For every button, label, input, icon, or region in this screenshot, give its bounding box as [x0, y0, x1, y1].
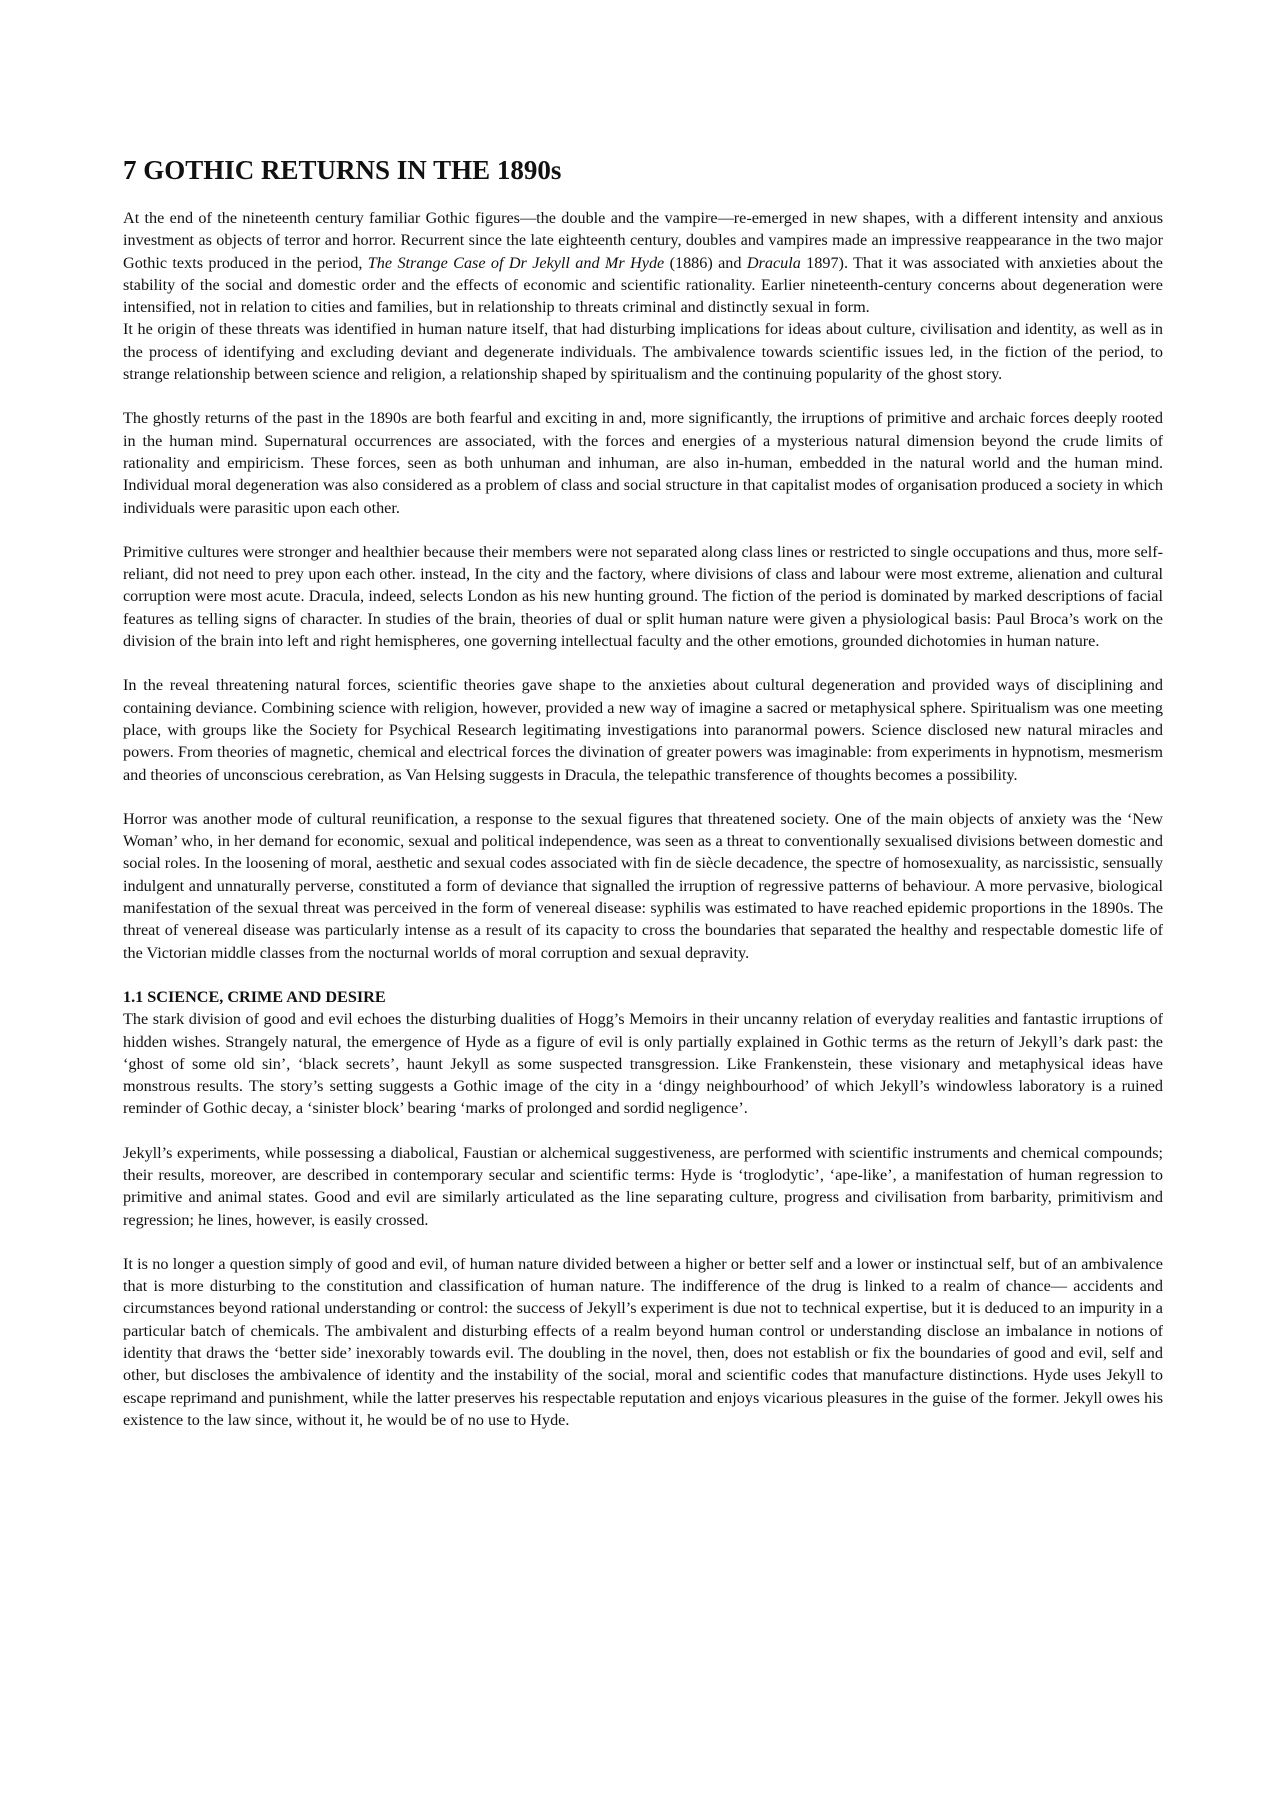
paragraph-horror: Horror was another mode of cultural reunification, a response to the sexual figures that threatened society. One of the main objects of anxiety was the ‘New Woman’ who, in her demand for economic, sexual and political independence, was seen as a threat to conventionally sexualised divisions between domestic and social roles. In the loosening of moral, aesthetic and sexual codes associated with fin de siècle decadence, the spectre of homosexuality, as narcissistic, sensually indulgent and unnaturally perverse, constituted a form of deviance that signalled the irruption of regressive patterns of behaviour. A more pervasive, biological manifestation of the sexual threat was perceived in the form of venereal disease: syphilis was estimated to have reached epidemic proportions in the 1890s. The threat of venereal disease was particularly intense as a result of its capacity to cross the boundaries that separated the healthy and respectable domestic life of the Victorian middle classes from the nocturnal worlds of moral corruption and sexual depravity.	[123, 809, 1164, 962]
section-heading: 1.1 SCIENCE, CRIME AND DESIRE	[123, 987, 386, 1006]
paragraph-intro-text-1: At the end of the nineteenth century familiar Gothic figures—the double and the vampire—re-emerged in new shapes, with a different intensity and anxious investment as objects of terror and horror. Recurrent since the late eighteenth century, doubles and vampires made an impressive reappearance in the two major Gothic texts produced in the period,	[123, 209, 1163, 272]
book-title-dracula: Dracula	[746, 253, 801, 272]
paragraph-ambivalence: It is no longer a question simply of good and evil, of human nature divided between a higher or better self and a lower or instinctual self, but of an ambivalence that is more disturbing to the constitution and classification of human nature. The indifference of the drug is linked to a realm of chance— accidents and circumstances beyond rational understanding or control: the success of Jekyll’s experiment is due not to technical expertise, but it is deduced to an impurity in a particular batch of chemicals. The ambivalent and disturbing effects of a realm beyond human control or understanding disclose an imbalance in notions of identity that draws the ‘better side’ inexorably towards evil. The doubling in the novel, then, does not establish or fix the boundaries of good and evil, self and other, but discloses the ambivalence of identity and the instability of the social, moral and scientific codes that manufacture distinctions. Hyde uses Jekyll to escape reprimand and punishment, while the latter preserves his respectable reputation and enjoys vicarious pleasures in the guise of the former. Jekyll owes his existence to the law since, without it, he would be of no use to Hyde.	[123, 1254, 1163, 1429]
paragraph-primitive-cultures: Primitive cultures were stronger and healthier because their members were not separated along class lines or restricted to single occupations and thus, more self-reliant, did not need to prey upon each other. instead, In the city and the factory, where divisions of class and labour were most extreme, alienation and cultural corruption were most acute. Dracula, indeed, selects London as his new hunting ground. The fiction of the period is dominated by marked descriptions of facial features as telling signs of character. In studies of the brain, theories of dual or split human nature were given a physiological basis: Paul Broca’s work on the division of the brain into left and right hemispheres, one governing intellectual faculty and the other emotions, grounded dichotomies in human nature.	[123, 542, 1163, 651]
book-title-jekyll: The Strange Case of Dr Jekyll and Mr Hyde	[367, 253, 665, 272]
document-page	[123, 152, 1163, 1431]
paragraph-intro-text-3: 1897). That it was associated with anxieties about the stability of the social and domestic order and the effects of economic and scientific rationality. Earlier nineteenth-century concerns about degeneration were intensified, not in relation to cities and families, but in relationship to threats criminal and distinctly sexual in form.	[123, 253, 1163, 317]
paragraph-good-evil: The stark division of good and evil echoes the disturbing dualities of Hogg’s Memoirs in their uncanny relation of everyday realities and fantastic irruptions of hidden wishes. Strangely natural, the emergence of Hyde as a figure of evil is only partially explained in Gothic terms as the return of Jekyll’s dark past: the ‘ghost of some old sin’, ‘black secrets’, haunt Jekyll as some suspected transgression. Like Frankenstein, these visionary and metaphysical ideas have monstrous results. The story’s setting suggests a Gothic image of the city in a ‘dingy neighbourhood’ of which Jekyll’s windowless laboratory is a ruined reminder of Gothic decay, a ‘sinister block’ bearing ‘marks of prolonged and sordid negligence’.	[123, 1010, 1163, 1118]
paragraph-experiments: Jekyll’s experiments, while possessing a diabolical, Faustian or alchemical suggestiveness, are performed with scientific instruments and chemical compounds; their results, moreover, are described in contemporary secular and scientific terms: Hyde is ‘troglodytic’, ‘ape-like’, a manifestation of human regression to primitive and animal states. Good and evil are similarly articulated as the line separating culture, progress and civilisation from barbarity, primitivism and regression; he lines, however, is easily crossed.	[123, 1143, 1163, 1229]
paragraph-ghostly-returns: The ghostly returns of the past in the 1890s are both fearful and exciting in and, more significantly, the irruptions of primitive and archaic forces deeply rooted in the human mind. Supernatural occurrences are associated, with the forces and energies of a mysterious natural dimension beyond the crude limits of rationality and empiricism. These forces, seen as both unhuman and inhuman, are also in-human, embedded in the natural world and the human mind. Individual moral degeneration was also considered as a problem of class and social structure in that capitalist modes of organisation produced a society in which individuals were parasitic upon each other.	[123, 409, 1163, 517]
paragraph-origin: It he origin of these threats was identified in human nature itself, that had disturbing implications for ideas about culture, civilisation and identity, as well as in the process of identifying and excluding deviant and degenerate individuals. The ambivalence towards scientific issues led, in the fiction of the period, to strange relationship between science and religion, a relationship shaped by spiritualism and the continuing popularity of the ghost story.	[123, 320, 1163, 384]
paragraph-intro-text-2: (1886) and	[664, 253, 747, 272]
paragraph-natural-forces: In the reveal threatening natural forces, scientific theories gave shape to the anxieties about cultural degeneration and provided ways of disciplining and containing deviance. Combining science with religion, however, provided a new way of imagine a sacred or metaphysical sphere. Spiritualism was one meeting place, with groups like the Society for Psychical Research legitimating investigations into paranormal powers. Science disclosed new natural miracles and powers. From theories of magnetic, chemical and electrical forces the divination of greater powers was imaginable: from experiments in hypnotism, mesmerism and theories of unconscious cerebration, as Van Helsing suggests in Dracula, the telepathic transference of thoughts becomes a possibility.	[123, 676, 1163, 784]
paragraph-intro	[123, 207, 1163, 318]
chapter-title: 7 GOTHIC RETURNS IN THE 1890s	[123, 155, 562, 185]
